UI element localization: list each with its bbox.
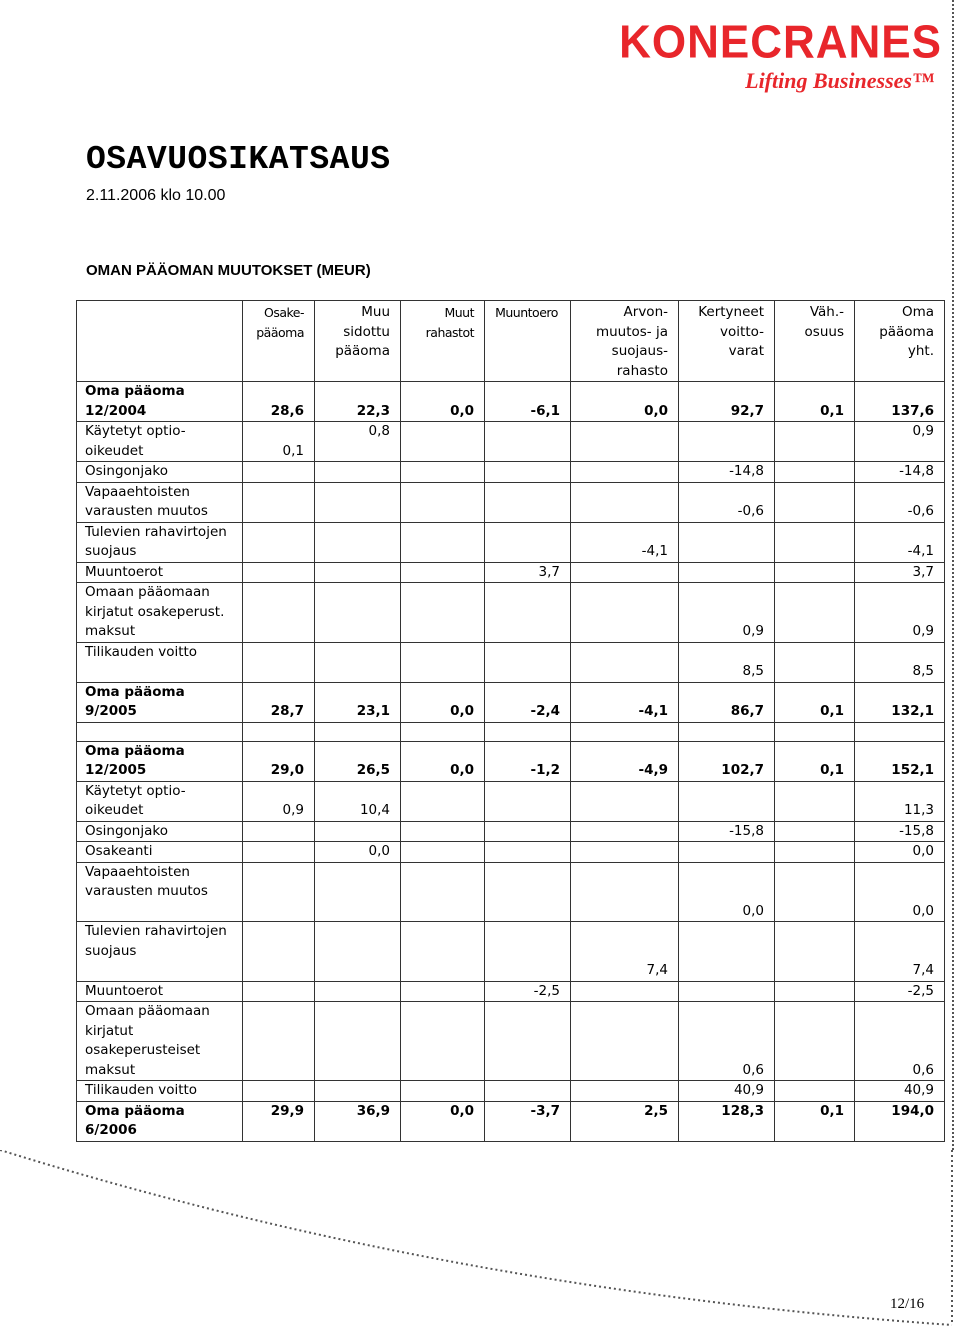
column-header-line: Kertyneet	[698, 304, 764, 320]
spacer-cell	[855, 722, 945, 741]
value-cell	[571, 821, 679, 842]
value-cell	[571, 562, 679, 583]
row-label-line: Tilikauden voitto	[85, 1082, 198, 1098]
section-heading: OMAN PÄÄOMAN MUUTOKSET (MEUR)	[86, 262, 371, 279]
column-header-line: Muu	[361, 304, 390, 320]
value-cell	[485, 522, 571, 562]
table-row	[77, 522, 945, 562]
value-cell	[571, 482, 679, 522]
column-header	[315, 301, 401, 382]
page-title: OSAVUOSIKATSAUS	[86, 141, 391, 178]
page-border-corner	[0, 1150, 960, 1339]
row-label-line: Omaan pääomaan	[85, 584, 210, 600]
column-header-line: rahastot	[425, 324, 474, 340]
row-label-line: Oma pääoma	[85, 1102, 185, 1119]
value-cell: -2,4	[485, 682, 571, 722]
value-cell	[571, 583, 679, 643]
value-cell: 0,8	[315, 422, 401, 462]
column-header-line: pääoma	[335, 343, 390, 359]
value-cell	[571, 862, 679, 922]
value-cell	[243, 462, 315, 483]
logo-tagline: Lifting Businesses™	[745, 68, 934, 93]
row-label-line: Osingonjako	[85, 822, 168, 839]
column-header-line: Muut	[444, 305, 474, 320]
value-cell	[401, 981, 485, 1002]
value-cell: 102,7	[679, 741, 775, 781]
value-cell: -4,1	[571, 682, 679, 722]
row-label-line: 9/2005	[85, 703, 137, 719]
value-cell: 132,1	[855, 682, 945, 722]
value-cell	[679, 922, 775, 982]
value-cell	[243, 981, 315, 1002]
value-cell	[775, 482, 855, 522]
value-cell: -4,1	[571, 522, 679, 562]
value-cell: 0,0	[401, 741, 485, 781]
row-label-line: varausten muutos	[85, 503, 208, 519]
value-cell	[401, 862, 485, 922]
value-cell: -2,5	[855, 981, 945, 1002]
column-header-line: osuus	[804, 323, 844, 340]
value-cell: 137,6	[855, 382, 945, 422]
value-cell	[775, 462, 855, 483]
column-header-line: Osake-	[263, 305, 304, 320]
value-cell: 0,1	[775, 382, 855, 422]
value-cell: 23,1	[315, 682, 401, 722]
value-cell	[315, 522, 401, 562]
row-label-line: Muuntoerot	[85, 982, 163, 999]
spacer-cell	[485, 722, 571, 741]
table-header-row	[77, 301, 945, 382]
value-cell: 11,3	[855, 781, 945, 821]
value-cell	[243, 482, 315, 522]
row-label	[77, 382, 243, 422]
value-cell	[775, 562, 855, 583]
row-label-line	[85, 961, 232, 981]
row-label	[77, 522, 243, 562]
column-header-line: pääoma	[256, 324, 304, 340]
row-label-line: 12/2004	[85, 402, 147, 419]
column-header-line: pääoma	[879, 323, 934, 340]
column-header	[571, 301, 679, 382]
value-cell	[401, 583, 485, 643]
value-cell	[775, 1002, 855, 1081]
value-cell	[571, 462, 679, 483]
spacer-cell	[315, 722, 401, 741]
column-header	[243, 301, 315, 382]
column-header-line: suojaus-	[611, 343, 668, 359]
value-cell: -15,8	[855, 821, 945, 842]
value-cell: -2,5	[485, 981, 571, 1002]
row-label-line: Tulevien rahavirtojen	[85, 523, 227, 540]
value-cell	[243, 522, 315, 562]
value-cell	[243, 562, 315, 583]
value-cell: -1,2	[485, 741, 571, 781]
column-header-line: sidottu	[343, 323, 390, 340]
release-date: 2.11.2006 klo 10.00	[86, 187, 226, 204]
row-label-line: maksut	[85, 623, 136, 639]
value-cell	[775, 522, 855, 562]
row-label-line: 12/2005	[85, 762, 147, 778]
value-cell	[679, 842, 775, 863]
value-cell	[775, 862, 855, 922]
column-header-line: Väh.-	[809, 304, 844, 320]
value-cell	[775, 1081, 855, 1102]
value-cell	[775, 583, 855, 643]
page-number: 12/16	[890, 1296, 925, 1312]
table-row	[77, 562, 945, 583]
row-label	[77, 422, 243, 462]
value-cell	[401, 842, 485, 863]
value-cell	[401, 462, 485, 483]
equity-changes-table	[76, 300, 945, 1142]
spacer-cell	[77, 722, 243, 741]
value-cell	[571, 642, 679, 682]
value-cell	[775, 842, 855, 863]
value-cell: 194,0	[855, 1101, 945, 1141]
row-label-line	[85, 902, 232, 922]
table-row	[77, 862, 945, 922]
row-label-line: Omaan pääomaan	[85, 1003, 210, 1019]
table-row	[77, 642, 945, 682]
value-cell: 0,1	[775, 682, 855, 722]
value-cell: 0,9	[243, 781, 315, 821]
column-header	[485, 301, 571, 382]
value-cell	[775, 642, 855, 682]
value-cell	[315, 981, 401, 1002]
value-cell: 36,9	[315, 1101, 401, 1141]
row-label-line: oikeudet	[85, 442, 144, 459]
value-cell	[401, 482, 485, 522]
value-cell: 128,3	[679, 1101, 775, 1141]
column-header-line: voitto-	[720, 323, 764, 340]
row-label	[77, 1081, 243, 1102]
table-row	[77, 1081, 945, 1102]
value-cell	[485, 462, 571, 483]
value-cell: 0,0	[315, 842, 401, 863]
value-cell	[401, 522, 485, 562]
table-row	[77, 462, 945, 483]
value-cell: 0,6	[679, 1002, 775, 1081]
value-cell	[315, 482, 401, 522]
row-label-line: Vapaaehtoisten	[85, 483, 190, 500]
row-label-line: osakeperusteiset	[85, 1042, 201, 1058]
row-label-line: kirjatut	[85, 1022, 134, 1039]
value-cell: 152,1	[855, 741, 945, 781]
value-cell	[315, 1081, 401, 1102]
value-cell: -14,8	[855, 462, 945, 483]
row-label-line: oikeudet	[85, 802, 144, 818]
value-cell: 86,7	[679, 682, 775, 722]
row-label-line: Oma pääoma	[85, 383, 185, 399]
header-blank	[77, 301, 243, 382]
row-label	[77, 981, 243, 1002]
value-cell	[775, 981, 855, 1002]
value-cell	[401, 922, 485, 982]
value-cell: -14,8	[679, 462, 775, 483]
row-label	[77, 562, 243, 583]
value-cell	[485, 781, 571, 821]
value-cell: 8,5	[679, 642, 775, 682]
row-label-line: Tulevien rahavirtojen	[85, 923, 227, 939]
value-cell	[485, 862, 571, 922]
value-cell: -4,9	[571, 741, 679, 781]
row-label	[77, 482, 243, 522]
spacer-row	[77, 722, 945, 741]
value-cell	[243, 1081, 315, 1102]
value-cell: 40,9	[855, 1081, 945, 1102]
column-header-line: muutos- ja	[595, 323, 668, 340]
row-label	[77, 922, 243, 982]
value-cell: 0,9	[679, 583, 775, 643]
row-label	[77, 642, 243, 682]
value-cell	[401, 562, 485, 583]
value-cell: 28,6	[243, 382, 315, 422]
value-cell	[485, 1002, 571, 1081]
table-row	[77, 1002, 945, 1081]
row-label	[77, 583, 243, 643]
spacer-cell	[571, 722, 679, 741]
value-cell: 7,4	[855, 922, 945, 982]
value-cell	[485, 1081, 571, 1102]
row-label	[77, 1101, 243, 1141]
logo-wordmark: KONECRANES	[619, 16, 942, 69]
value-cell	[571, 1081, 679, 1102]
table-row	[77, 382, 945, 422]
value-cell	[775, 922, 855, 982]
column-header-line: Arvon-	[623, 304, 668, 320]
value-cell: 0,0	[855, 842, 945, 863]
value-cell: 2,5	[571, 1101, 679, 1141]
value-cell	[315, 821, 401, 842]
value-cell	[243, 821, 315, 842]
value-cell: 0,0	[679, 862, 775, 922]
value-cell	[679, 981, 775, 1002]
row-label	[77, 682, 243, 722]
value-cell	[401, 1081, 485, 1102]
table-row	[77, 981, 945, 1002]
table-row	[77, 922, 945, 982]
value-cell	[679, 422, 775, 462]
value-cell	[315, 862, 401, 922]
value-cell	[485, 583, 571, 643]
value-cell	[315, 583, 401, 643]
value-cell: 0,1	[775, 1101, 855, 1141]
row-label-line: Oma pääoma	[85, 742, 185, 759]
row-label-line: Tilikauden voitto	[85, 643, 198, 660]
value-cell: 3,7	[855, 562, 945, 583]
column-header-line: Muuntoero	[495, 305, 558, 320]
value-cell: 0,0	[401, 382, 485, 422]
row-label	[77, 462, 243, 483]
spacer-cell	[775, 722, 855, 741]
row-label-line: suojaus	[85, 942, 137, 959]
value-cell: 0,0	[571, 382, 679, 422]
row-label-line: kirjatut osakeperust.	[85, 603, 225, 620]
value-cell	[775, 781, 855, 821]
value-cell	[315, 922, 401, 982]
value-cell: -6,1	[485, 382, 571, 422]
row-label	[77, 1002, 243, 1081]
value-cell: 3,7	[485, 562, 571, 583]
value-cell	[401, 1002, 485, 1081]
value-cell: 0,9	[855, 583, 945, 643]
value-cell	[243, 862, 315, 922]
value-cell	[485, 642, 571, 682]
value-cell: -3,7	[485, 1101, 571, 1141]
value-cell: 10,4	[315, 781, 401, 821]
value-cell	[243, 842, 315, 863]
value-cell	[401, 781, 485, 821]
value-cell: 0,0	[401, 682, 485, 722]
spacer-cell	[679, 722, 775, 741]
row-label-line: Osakeanti	[85, 843, 153, 859]
value-cell	[401, 642, 485, 682]
value-cell	[679, 522, 775, 562]
row-label-line: varausten muutos	[85, 883, 208, 899]
table-row	[77, 482, 945, 522]
value-cell: 0,6	[855, 1002, 945, 1081]
column-header-line: yht.	[907, 343, 934, 359]
value-cell: 0,1	[243, 422, 315, 462]
value-cell	[243, 1002, 315, 1081]
column-header-line: Oma	[901, 304, 934, 320]
value-cell: -4,1	[855, 522, 945, 562]
value-cell	[485, 482, 571, 522]
page-border-right	[952, 0, 954, 1150]
value-cell: 0,0	[401, 1101, 485, 1141]
value-cell: 8,5	[855, 642, 945, 682]
value-cell	[315, 562, 401, 583]
table-row	[77, 741, 945, 781]
value-cell	[401, 821, 485, 842]
table-row	[77, 1101, 945, 1141]
value-cell	[571, 422, 679, 462]
row-label	[77, 741, 243, 781]
row-label-line	[85, 662, 232, 682]
value-cell: 29,9	[243, 1101, 315, 1141]
row-label-line: Osingonjako	[85, 463, 168, 479]
table-row	[77, 682, 945, 722]
spacer-cell	[401, 722, 485, 741]
value-cell	[775, 422, 855, 462]
column-header	[401, 301, 485, 382]
value-cell: -0,6	[679, 482, 775, 522]
row-label-line: 6/2006	[85, 1122, 137, 1138]
column-header	[855, 301, 945, 382]
value-cell: 7,4	[571, 922, 679, 982]
table-row	[77, 821, 945, 842]
table-row	[77, 422, 945, 462]
value-cell	[315, 642, 401, 682]
value-cell: -15,8	[679, 821, 775, 842]
value-cell	[243, 922, 315, 982]
row-label	[77, 862, 243, 922]
value-cell: 28,7	[243, 682, 315, 722]
column-header	[679, 301, 775, 382]
row-label-line: Käytetyt optio-	[85, 782, 186, 799]
row-label-line: Oma pääoma	[85, 683, 185, 700]
column-header-line: varat	[728, 343, 764, 359]
value-cell	[401, 422, 485, 462]
row-label	[77, 821, 243, 842]
value-cell: 92,7	[679, 382, 775, 422]
value-cell: 29,0	[243, 741, 315, 781]
value-cell: 0,1	[775, 741, 855, 781]
value-cell	[485, 922, 571, 982]
table-row	[77, 781, 945, 821]
value-cell	[485, 842, 571, 863]
value-cell	[485, 422, 571, 462]
value-cell: 0,9	[855, 422, 945, 462]
value-cell: 26,5	[315, 741, 401, 781]
value-cell: -0,6	[855, 482, 945, 522]
value-cell	[571, 1002, 679, 1081]
konecranes-logo	[592, 18, 942, 96]
value-cell	[679, 562, 775, 583]
row-label-line: maksut	[85, 1061, 136, 1078]
value-cell	[775, 821, 855, 842]
value-cell	[243, 583, 315, 643]
column-header-line: rahasto	[616, 362, 668, 379]
value-cell	[243, 642, 315, 682]
value-cell	[571, 781, 679, 821]
value-cell	[315, 462, 401, 483]
value-cell	[485, 821, 571, 842]
table-row	[77, 583, 945, 643]
row-label-line: Vapaaehtoisten	[85, 863, 190, 880]
value-cell	[679, 781, 775, 821]
value-cell: 0,0	[855, 862, 945, 922]
row-label-line: suojaus	[85, 543, 137, 559]
row-label-line: Muuntoerot	[85, 563, 163, 580]
value-cell	[571, 842, 679, 863]
value-cell	[315, 1002, 401, 1081]
row-label-line: Käytetyt optio-	[85, 423, 186, 439]
row-label	[77, 781, 243, 821]
column-header	[775, 301, 855, 382]
value-cell	[571, 981, 679, 1002]
table-row	[77, 842, 945, 863]
value-cell: 22,3	[315, 382, 401, 422]
row-label	[77, 842, 243, 863]
value-cell: 40,9	[679, 1081, 775, 1102]
spacer-cell	[243, 722, 315, 741]
